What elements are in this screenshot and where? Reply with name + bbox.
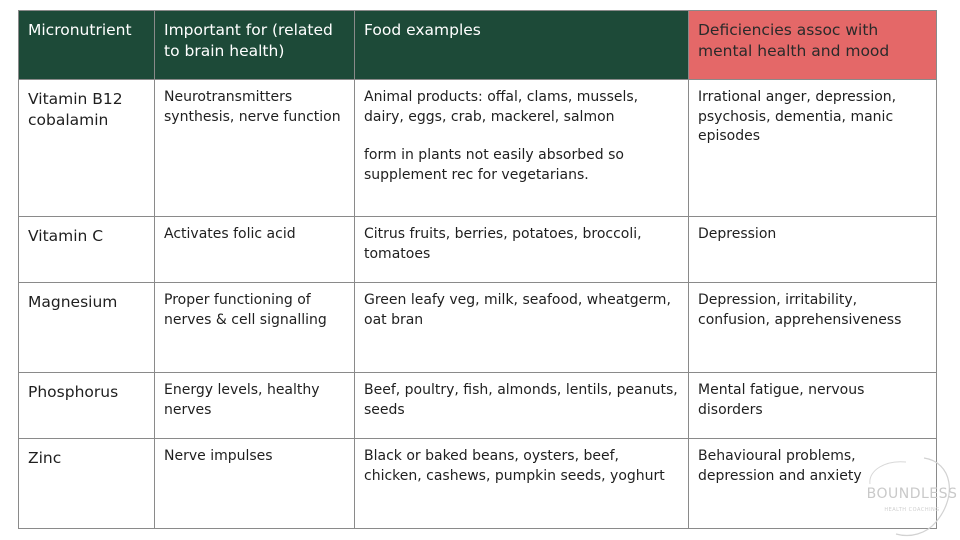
deficiency-cell: Mental fatigue, nervous disorders xyxy=(689,373,937,439)
table-row xyxy=(19,80,937,217)
micronutrient-table xyxy=(18,10,937,529)
header-micronutrient: Micronutrient xyxy=(19,11,155,80)
nutrient-cell: Magnesium xyxy=(19,283,155,373)
important-cell: Neurotransmitters synthesis, nerve function xyxy=(155,80,355,217)
logo-tagline: HEALTH COACHING xyxy=(884,507,940,513)
table-header-row xyxy=(19,11,937,80)
nutrient-cell: Vitamin C xyxy=(19,217,155,283)
deficiency-cell: Depression xyxy=(689,217,937,283)
logo-name: BOUNDLESS xyxy=(866,486,958,502)
important-cell: Proper functioning of nerves & cell signalling xyxy=(155,283,355,373)
nutrient-cell: Zinc xyxy=(19,439,155,529)
header-food-examples: Food examples xyxy=(355,11,689,80)
nutrient-cell: Phosphorus xyxy=(19,373,155,439)
nutrient-cell: Vitamin B12 cobalamin xyxy=(19,80,155,217)
table-row xyxy=(19,373,937,439)
food-cell: Black or baked beans, oysters, beef, chicken, cashews, pumpkin seeds, yoghurt xyxy=(355,439,689,529)
important-cell: Energy levels, healthy nerves xyxy=(155,373,355,439)
deficiency-cell: Irrational anger, depression, psychosis, dementia, manic episodes xyxy=(689,80,937,217)
important-cell: Nerve impulses xyxy=(155,439,355,529)
header-important-for: Important for (related to brain health) xyxy=(155,11,355,80)
table-row xyxy=(19,217,937,283)
table-row xyxy=(19,439,937,529)
food-cell: Beef, poultry, fish, almonds, lentils, peanuts, seeds xyxy=(355,373,689,439)
boundless-logo xyxy=(866,456,958,538)
food-cell: Citrus fruits, berries, potatoes, broccoli, tomatoes xyxy=(355,217,689,283)
food-cell: Green leafy veg, milk, seafood, wheatgerm, oat bran xyxy=(355,283,689,373)
important-cell: Activates folic acid xyxy=(155,217,355,283)
food-note: form in plants not easily absorbed so supplement rec for vegetarians. xyxy=(364,147,624,183)
table-row xyxy=(19,283,937,373)
deficiency-cell: Depression, irritability, confusion, apprehensiveness xyxy=(689,283,937,373)
food-text: Animal products: offal, clams, mussels, dairy, eggs, crab, mackerel, salmon xyxy=(364,89,639,125)
deficiency-cell: Behavioural problems, depression and anxiety xyxy=(689,439,937,529)
header-deficiencies: Deficiencies assoc with mental health and mood xyxy=(689,11,937,80)
food-cell xyxy=(355,80,689,217)
